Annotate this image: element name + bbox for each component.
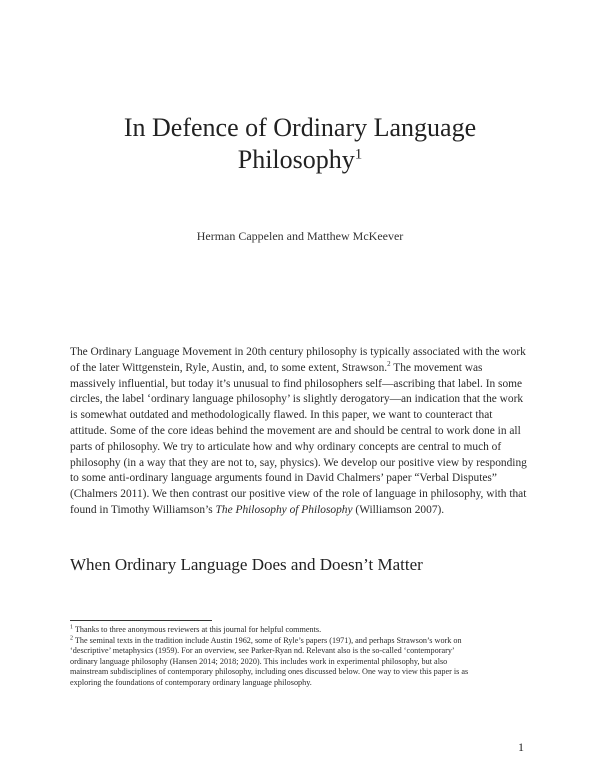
book-title: The Philosophy of Philosophy bbox=[215, 503, 353, 516]
abstract-text-3: (Williamson 2007). bbox=[352, 503, 445, 516]
abstract-text-1: The Ordinary Language Movement in 20th century philosophy is typically associated with the work of the later Wittgenstein, Ryle, Austin, and, to some extent, Strawson. bbox=[70, 346, 526, 374]
abstract-text-2: The movement was massively influential, but today it’s unusual to find philosophers self—ascribing that label. In some circles, the label ‘ordinary language philosophy’ is slightly derogatory—an indication that the work is somewhat outdated and methodologically flawed. In this paper, we want to counteract that attitude. Some of the core ideas behind the movement are and should be central to work done in all parts of philosophy. We try to articulate how and why ordinary concepts are central to much of philosophy (in a way that they are not to, say, physics). We develop our positive view by responding to some anti-ordinary language arguments found in David Chalmers’ paper “Verbal Disputes” (Chalmers 2011). We then contrast our positive view of the role of language in philosophy, with that found in Timothy Williamson’s bbox=[70, 361, 527, 516]
authors-line: Herman Cappelen and Matthew McKeever bbox=[196, 229, 404, 243]
footnote-2-text: The seminal texts in the tradition include Austin 1962, some of Ryle’s papers (1971), and perhaps Strawson’s work on ‘descriptive’ metaphysics (1959). For an overview, see Parker-Ryan nd. Relevant also is the so-called ‘contemporary’ ordinary language philosophy (Hansen 2014; 2018; 2020). This includes work in experimental philosophy, but also mainstream subdisciplines of contemporary philosophy, including ones discussed below. One way to view this paper is as exploring the foundations of contemporary ordinary language philosophy. bbox=[70, 635, 469, 687]
section-heading: When Ordinary Language Does and Doesn’t Matter bbox=[70, 555, 423, 574]
footnote-1 bbox=[70, 625, 470, 636]
title-line-2: Philosophy bbox=[237, 145, 355, 174]
footnote-1-text: Thanks to three anonymous reviewers at this journal for helpful comments. bbox=[73, 625, 322, 634]
title-footnote-mark[interactable]: 1 bbox=[354, 146, 363, 163]
footnote-separator bbox=[70, 620, 212, 621]
abstract-footnote-mark-2[interactable]: 2 bbox=[387, 360, 391, 368]
abstract-paragraph bbox=[70, 345, 530, 519]
paper-title bbox=[60, 112, 540, 176]
title-line-1: In Defence of Ordinary Language bbox=[123, 113, 477, 142]
footnote-2-mark: 2 bbox=[70, 634, 73, 641]
footnote-2 bbox=[70, 636, 470, 689]
footnotes bbox=[70, 625, 470, 688]
footnote-1-mark: 1 bbox=[70, 624, 73, 631]
page-number: 1 bbox=[518, 740, 524, 754]
